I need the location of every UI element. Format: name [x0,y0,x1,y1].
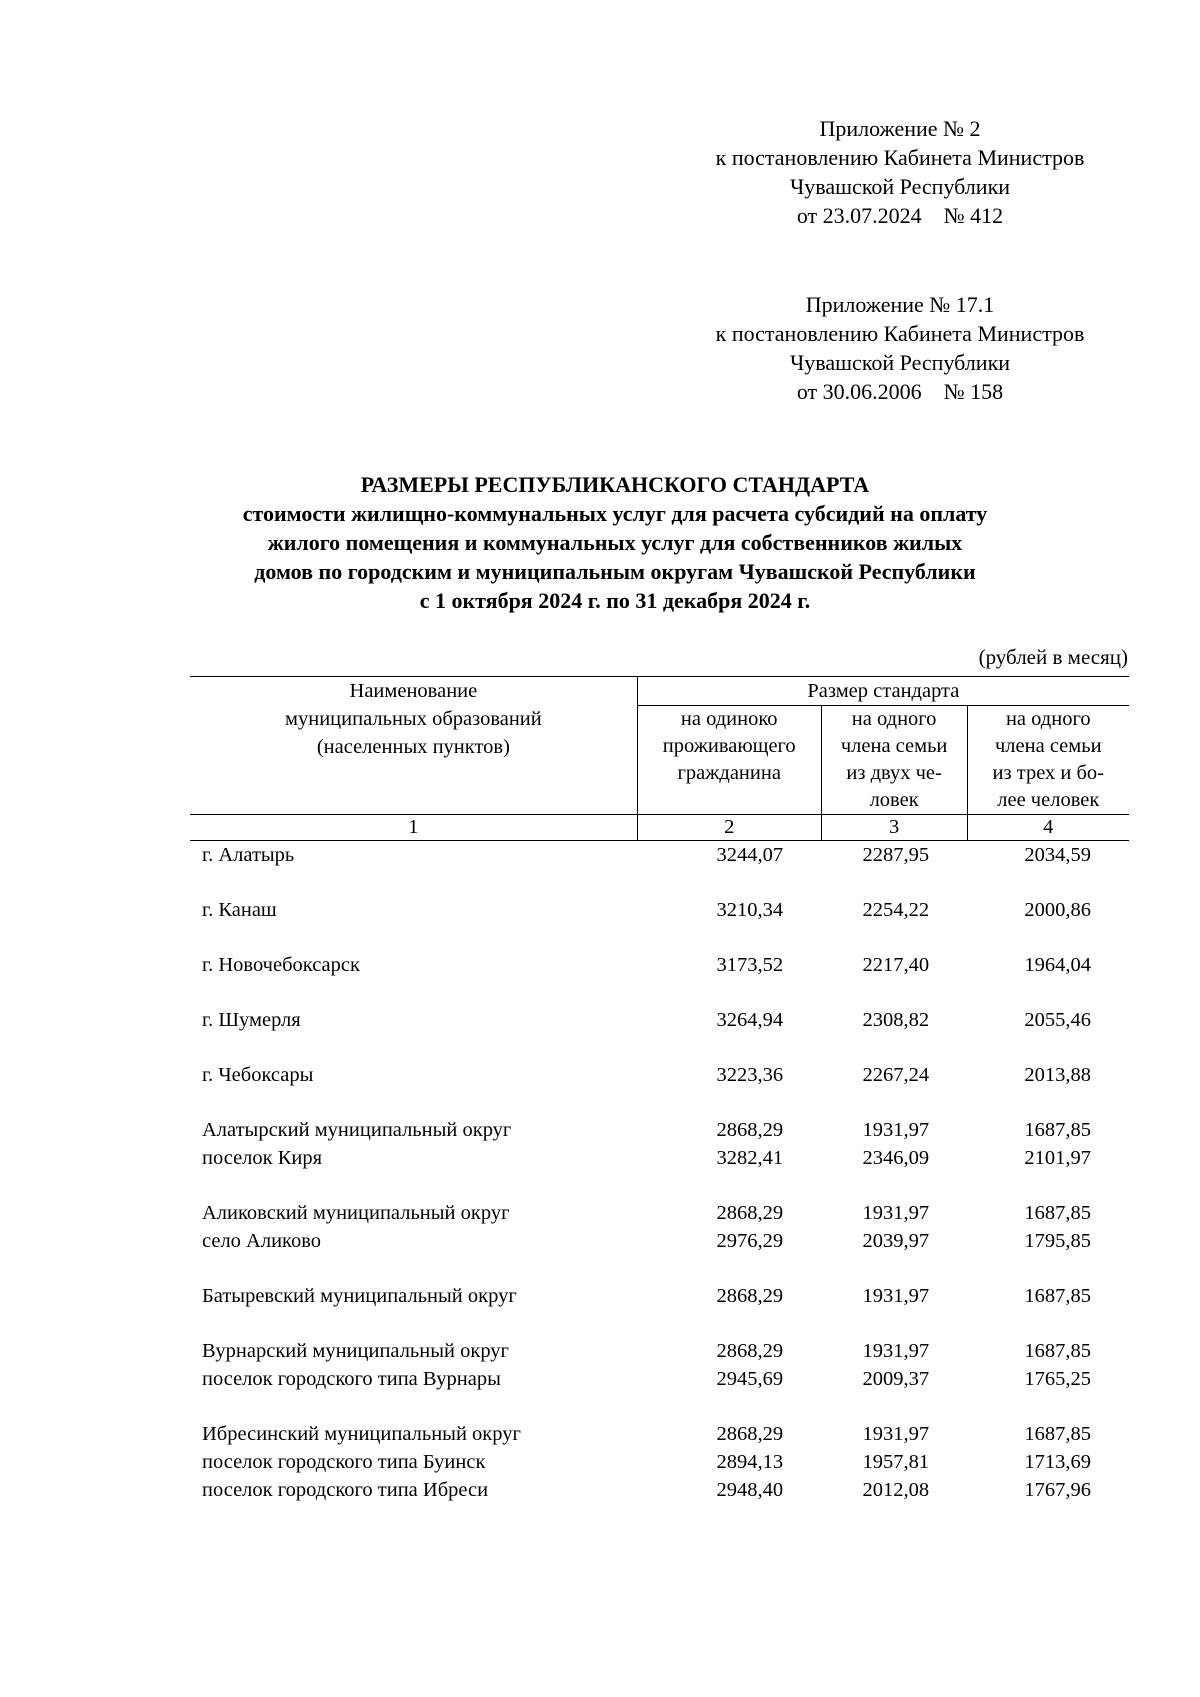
title-line: домов по городским и муниципальным округам Чувашской Республики [254,559,976,584]
spacer-cell [190,1310,637,1337]
spacer-cell [190,1393,637,1420]
appendix-date-number: от 23.07.2024 № 412 [796,203,1004,228]
value-single-resident: 3210,34 [716,899,784,921]
header-size-group: Размер стандарта [637,677,1129,706]
spacer-cell [821,869,967,896]
table-row [190,1420,1129,1448]
value-family-of-two: 2039,97 [862,1230,930,1252]
value-family-of-three-plus: 1687,85 [1024,1202,1091,1224]
municipality-name: г. Новочебоксарск [202,954,360,976]
table-row [190,1448,1129,1476]
table-row [190,1337,1129,1365]
spacer-cell [190,1255,637,1282]
spacer-cell [821,1034,967,1061]
value-single-resident: 2894,13 [716,1451,784,1473]
value-family-of-three-plus: 1687,85 [1024,1423,1091,1445]
column-number: 3 [821,815,967,841]
municipality-name: Аликовский муниципальный округ [202,1202,510,1224]
value-family-of-two: 1931,97 [862,1423,930,1445]
spacer-cell [821,979,967,1006]
appendix-resolution-line: к постановлению Кабинета Министров [715,145,1085,170]
title-period: с 1 октября 2024 г. по 31 декабря 2024 г. [419,588,811,613]
title-line: жилого помещения и коммунальных услуг для собственников жилых [267,530,963,555]
value-single-resident: 2868,29 [716,1285,784,1307]
spacer-cell [967,979,1129,1006]
header-text: на одного [1005,708,1091,730]
spacer-cell [967,924,1129,951]
table-body [190,841,1129,1505]
value-family-of-three-plus: 2013,88 [1024,1064,1091,1086]
spacer-cell [190,869,637,896]
units-note: (рублей в месяц) [978,645,1128,669]
table-row [190,1144,1129,1172]
header-single-resident [637,706,821,815]
value-family-of-two: 2254,22 [862,899,930,921]
spacer-cell [821,1089,967,1116]
row-spacer [190,869,1129,896]
value-family-of-two: 1957,81 [862,1451,930,1473]
value-single-resident: 3173,52 [716,954,784,976]
spacer-cell [190,1172,637,1199]
header-text: из трех и бо- [992,762,1105,784]
value-family-of-three-plus: 2055,46 [1024,1009,1091,1031]
value-single-resident: 2945,69 [716,1368,784,1390]
row-spacer [190,1172,1129,1199]
header-family-of-two [821,706,967,815]
table-row [190,1476,1129,1504]
row-spacer [190,1310,1129,1337]
spacer-cell [967,1034,1129,1061]
spacer-cell [637,979,821,1006]
header-text: (населенных пунктов) [316,736,510,758]
header-text: гражданина [677,762,781,784]
value-family-of-three-plus: 1687,85 [1024,1285,1091,1307]
value-family-of-three-plus: 1765,25 [1024,1368,1091,1390]
header-text: из двух че- [846,762,942,784]
value-family-of-two: 2308,82 [862,1009,930,1031]
document-title [150,470,1080,615]
value-family-of-three-plus: 2101,97 [1024,1147,1091,1169]
spacer-cell [637,1310,821,1337]
spacer-cell [967,1255,1129,1282]
value-single-resident: 3244,07 [716,844,784,866]
value-family-of-two: 1931,97 [862,1202,930,1224]
spacer-cell [637,1255,821,1282]
header-text: на одиноко [680,708,778,730]
table-row [190,896,1129,924]
value-family-of-two: 2267,24 [862,1064,930,1086]
spacer-cell [821,1172,967,1199]
appendix-republic-line: Чувашской Республики [789,350,1011,375]
value-family-of-three-plus: 1687,85 [1024,1119,1091,1141]
header-name-column [190,677,637,815]
table-row [190,1199,1129,1227]
municipality-name: поселок городского типа Вурнары [202,1368,501,1390]
value-single-resident: 2868,29 [716,1340,784,1362]
appendix-title: Приложение № 17.1 [805,292,995,317]
municipality-name: Батыревский муниципальный округ [202,1285,517,1307]
spacer-cell [967,869,1129,896]
value-family-of-two: 2287,95 [862,844,930,866]
standards-table [190,676,1129,1504]
spacer-cell [637,1034,821,1061]
spacer-cell [821,924,967,951]
table-row [190,1282,1129,1310]
spacer-cell [967,1172,1129,1199]
spacer-cell [637,869,821,896]
spacer-cell [190,979,637,1006]
header-family-of-three-plus [967,706,1129,815]
municipality-name: поселок Киря [202,1147,323,1169]
value-single-resident: 3223,36 [716,1064,784,1086]
value-single-resident: 2868,29 [716,1423,784,1445]
row-spacer [190,1089,1129,1116]
spacer-cell [821,1310,967,1337]
row-spacer [190,1034,1129,1061]
appendix-date-number: от 30.06.2006 № 158 [796,379,1004,404]
value-family-of-two: 1931,97 [862,1340,930,1362]
municipality-name: Ибресинский муниципальный округ [202,1423,521,1445]
spacer-cell [967,1310,1129,1337]
spacer-cell [821,1255,967,1282]
spacer-cell [190,924,637,951]
title-line: стоимости жилищно-коммунальных услуг для расчета субсидий на оплату [242,501,988,526]
value-family-of-three-plus: 1795,85 [1024,1230,1091,1252]
header-text: члена семьи [995,735,1102,757]
table-row [190,841,1129,870]
spacer-cell [190,1089,637,1116]
municipality-name: г. Алатырь [202,844,295,866]
value-family-of-two: 1931,97 [862,1285,930,1307]
municipality-name: поселок городского типа Ибреси [202,1479,489,1501]
table-row [190,1227,1129,1255]
spacer-cell [637,1393,821,1420]
municipality-name: г. Шумерля [202,1009,301,1031]
appendix-resolution-line: к постановлению Кабинета Министров [715,321,1085,346]
header-text: на одного [851,708,937,730]
value-single-resident: 2976,29 [716,1230,784,1252]
header-text: проживающего [662,735,796,757]
municipality-name: Алатырский муниципальный округ [202,1119,512,1141]
spacer-cell [637,1172,821,1199]
row-spacer [190,1255,1129,1282]
municipality-name: поселок городского типа Буинск [202,1451,486,1473]
header-text: члена семьи [840,735,948,757]
spacer-cell [637,924,821,951]
value-single-resident: 3282,41 [716,1147,784,1169]
value-family-of-two: 2217,40 [862,954,930,976]
value-family-of-two: 1931,97 [862,1119,930,1141]
spacer-cell [190,1034,637,1061]
title-main: РАЗМЕРЫ РЕСПУБЛИКАНСКОГО СТАНДАРТА [360,472,870,497]
header-text: лее человек [997,789,1100,811]
value-single-resident: 3264,94 [716,1009,784,1031]
table-row [190,1116,1129,1144]
spacer-cell [637,1089,821,1116]
value-family-of-three-plus: 1767,96 [1024,1479,1091,1501]
appendix-block-2 [670,114,1130,230]
value-family-of-two: 2009,37 [862,1368,930,1390]
municipality-name: село Аликово [202,1230,322,1252]
value-family-of-three-plus: 1713,69 [1024,1451,1091,1473]
spacer-cell [967,1089,1129,1116]
row-spacer [190,1393,1129,1420]
table-row [190,1365,1129,1393]
spacer-cell [967,1393,1129,1420]
value-single-resident: 2948,40 [716,1479,784,1501]
appendix-block-17-1 [670,290,1130,406]
column-number: 4 [967,815,1129,841]
appendix-republic-line: Чувашской Республики [789,174,1011,199]
appendix-title: Приложение № 2 [819,116,981,141]
value-family-of-three-plus: 2034,59 [1024,844,1091,866]
column-number: 2 [637,815,821,841]
value-family-of-three-plus: 1687,85 [1024,1340,1091,1362]
column-number: 1 [190,815,637,841]
value-family-of-two: 2012,08 [862,1479,930,1501]
value-family-of-two: 2346,09 [862,1147,930,1169]
value-family-of-three-plus: 1964,04 [1024,954,1091,976]
value-family-of-three-plus: 2000,86 [1024,899,1091,921]
municipality-name: г. Канаш [202,899,277,921]
header-text: ловек [869,789,919,811]
value-single-resident: 2868,29 [716,1202,784,1224]
municipality-name: г. Чебоксары [202,1064,314,1086]
municipality-name: Вурнарский муниципальный округ [202,1340,509,1362]
header-text: Наименование [349,680,478,702]
table-row [190,1061,1129,1089]
spacer-cell [821,1393,967,1420]
table-row [190,1006,1129,1034]
header-text: муниципальных образований [285,708,542,730]
row-spacer [190,924,1129,951]
value-single-resident: 2868,29 [716,1119,784,1141]
table-row [190,951,1129,979]
row-spacer [190,979,1129,1006]
